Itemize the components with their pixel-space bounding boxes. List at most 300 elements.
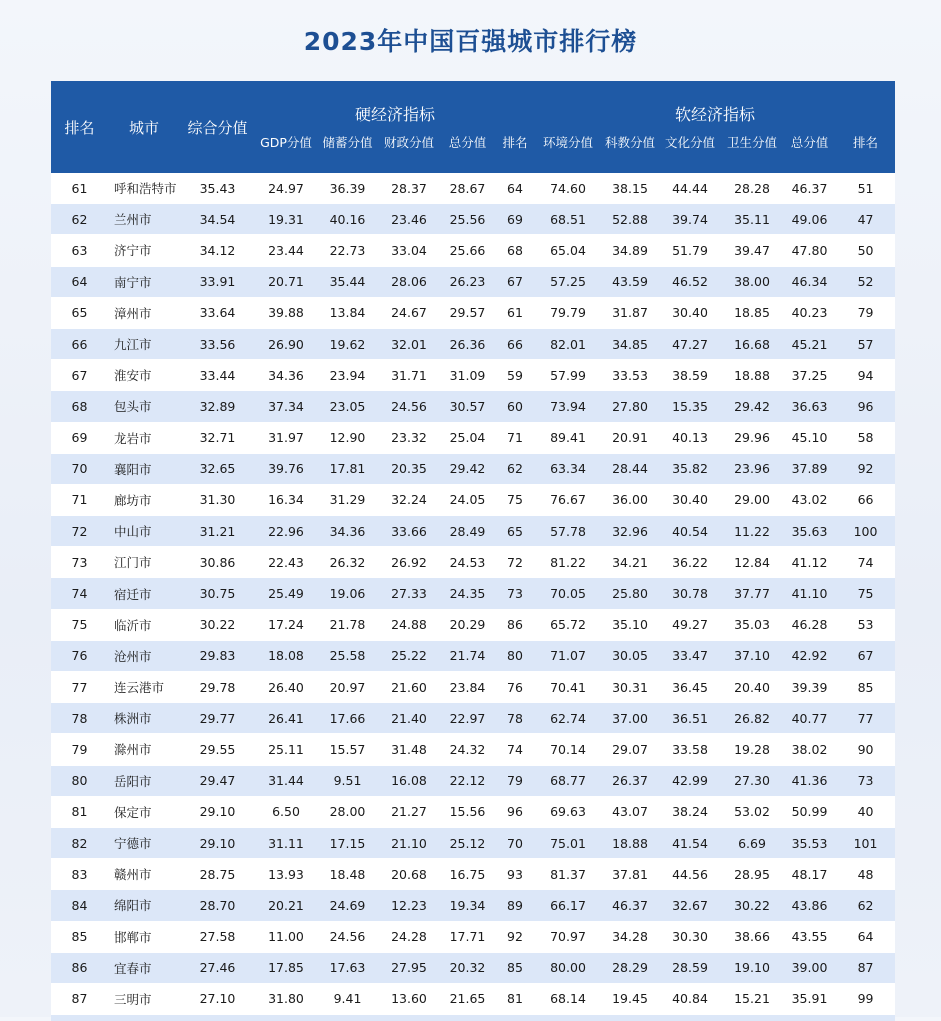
header-hard-group: 硬经济指标 [255,81,535,129]
cell-health: 28.28 [721,173,783,204]
cell-education: 37.00 [601,703,659,734]
cell-soft-rank: 79 [836,297,895,328]
cell-composite: 32.71 [180,422,255,453]
cell-fiscal: 28.06 [378,266,440,297]
cell-environment: 81.22 [535,547,601,578]
table-row [51,391,895,422]
cell-soft-rank: 47 [836,204,895,235]
cell-health: 29.96 [721,422,783,453]
cell-culture: 38.24 [659,796,721,827]
cell-soft-total: 45.21 [783,328,836,359]
cell-rank: 73 [51,547,108,578]
cell-savings: 22.73 [317,235,378,266]
cell-hard-rank: 67 [495,266,535,297]
cell-culture: 49.27 [659,609,721,640]
cell-fiscal: 25.22 [378,640,440,671]
cell-hard-rank: 86 [495,609,535,640]
cell-savings: 13.84 [317,297,378,328]
cell-rank: 64 [51,266,108,297]
cell-composite: 27.46 [180,952,255,983]
cell-hard-rank: 81 [495,983,535,1014]
cell-soft-total: 37.89 [783,453,836,484]
cell-hard-total: 31.09 [440,360,495,391]
cell-hard-rank: 66 [495,328,535,359]
table-row [51,796,895,827]
cell-hard-total: 28.49 [440,516,495,547]
cell-soft-total: 35.63 [783,516,836,547]
cell-health: 20.40 [721,672,783,703]
cell-fiscal: 21.27 [378,796,440,827]
cell-city: 龙岩市 [108,422,180,453]
cell-rank: 82 [51,827,108,858]
cell-soft-total: 41.36 [783,765,836,796]
cell-fiscal: 12.23 [378,890,440,921]
cell-environment: 62.74 [535,703,601,734]
cell-hard-rank: 79 [495,765,535,796]
cell-hard-rank: 75 [495,484,535,515]
cell-soft-total: 45.10 [783,422,836,453]
cell-rank: 62 [51,204,108,235]
cell-gdp: 19.31 [255,204,317,235]
cell-environment: 63.34 [535,453,601,484]
cell-environment: 70.14 [535,734,601,765]
header-soft-rank: 排名 [836,129,895,173]
table-row [51,921,895,952]
table-row [51,516,895,547]
cell-fiscal: 21.40 [378,703,440,734]
cell-composite: 29.10 [180,827,255,858]
table-row [51,703,895,734]
cell-culture: 36.45 [659,672,721,703]
cell-hard-total: 25.04 [440,422,495,453]
cell-gdp: 20.71 [255,266,317,297]
cell-hard-total: 24.35 [440,578,495,609]
cell-hard-total: 15.56 [440,796,495,827]
cell-rank: 65 [51,297,108,328]
cell-gdp: 25.49 [255,578,317,609]
cell-rank: 69 [51,422,108,453]
table-row [51,266,895,297]
cell-composite: 28.75 [180,859,255,890]
table-row [51,859,895,890]
cell-savings: 9.51 [317,765,378,796]
cell-environment: 71.07 [535,640,601,671]
page-title: 2023年中国百强城市排行榜 [303,27,638,56]
cell-environment: 65.04 [535,235,601,266]
cell-rank: 80 [51,765,108,796]
cell-education: 30.05 [601,640,659,671]
cell-hard-total: 22.97 [440,703,495,734]
cell-rank: 74 [51,578,108,609]
cell-composite: 32.89 [180,391,255,422]
cell-composite: 34.12 [180,235,255,266]
cell-rank: 66 [51,328,108,359]
cell-education: 19.45 [601,983,659,1014]
cell-gdp: 31.44 [255,765,317,796]
cell-city: 包头市 [108,391,180,422]
cell-hard-rank: 74 [495,734,535,765]
cell-fiscal: 13.60 [378,983,440,1014]
cell-soft-rank: 50 [836,235,895,266]
cell-city: 江门市 [108,547,180,578]
cell-education: 43.07 [601,796,659,827]
header-environment: 环境分值 [535,129,601,173]
cell-composite: 29.47 [180,765,255,796]
cell-city: 宜春市 [108,952,180,983]
cell-composite: 32.65 [180,453,255,484]
cell-environment: 70.05 [535,578,601,609]
cell-culture: 39.74 [659,204,721,235]
cell-environment: 79.79 [535,297,601,328]
cell-education: 20.91 [601,422,659,453]
cell-soft-total: 41.12 [783,547,836,578]
cell-gdp: 39.88 [255,297,317,328]
cell-hard-total: 20.32 [440,952,495,983]
cell-soft-rank: 52 [836,266,895,297]
cell-fiscal: 32.24 [378,484,440,515]
cell-fiscal: 23.32 [378,422,440,453]
table-row [51,983,895,1014]
cell-environment: 68.77 [535,765,601,796]
cell-savings: 17.66 [317,703,378,734]
cell-hard-total: 29.42 [440,453,495,484]
cell-soft-total: 47.80 [783,235,836,266]
cell-soft-total: 36.63 [783,391,836,422]
table-header [51,81,895,173]
cell-education: 25.80 [601,578,659,609]
cell-soft-rank: 57 [836,328,895,359]
cell-health: 30.22 [721,890,783,921]
cell-hard-total: 26.23 [440,266,495,297]
cell-savings: 40.16 [317,204,378,235]
cell-hard-total: 25.66 [440,235,495,266]
cell-hard-total: 24.53 [440,547,495,578]
cell-health: 11.22 [721,516,783,547]
cell-soft-total: 42.92 [783,640,836,671]
cell-city: 绵阳市 [108,890,180,921]
cell-health: 15.21 [721,983,783,1014]
cell-culture: 42.99 [659,765,721,796]
table-row [51,328,895,359]
cell-gdp: 17.85 [255,952,317,983]
cell-composite: 33.56 [180,328,255,359]
table-row [51,360,895,391]
cell-composite: 29.83 [180,640,255,671]
cell-education: 27.80 [601,391,659,422]
cell-soft-total: 43.55 [783,921,836,952]
cell-savings: 23.94 [317,360,378,391]
cell-hard-total: 17.71 [440,921,495,952]
header-rank: 排名 [51,81,108,173]
cell-environment: 65.72 [535,609,601,640]
cell-culture: 36.22 [659,547,721,578]
cell-hard-rank: 85 [495,952,535,983]
cell-soft-rank: 48 [836,859,895,890]
cell-environment: 75.01 [535,827,601,858]
cell-composite: 31.21 [180,516,255,547]
cell-hard-total: 21.74 [440,640,495,671]
cell-rank: 70 [51,453,108,484]
cell-fiscal: 21.10 [378,827,440,858]
cell-hard-total: 28.67 [440,173,495,204]
cell-gdp: 18.08 [255,640,317,671]
cell-rank: 63 [51,235,108,266]
cell-environment: 68.51 [535,204,601,235]
cell-composite: 30.22 [180,609,255,640]
cell-gdp: 37.34 [255,391,317,422]
cell-fiscal: 20.35 [378,453,440,484]
cell-gdp: 31.97 [255,422,317,453]
cell-environment: 57.99 [535,360,601,391]
cell-health: 16.68 [721,328,783,359]
cell-education: 34.28 [601,921,659,952]
cell-health: 38.00 [721,266,783,297]
cell-hard-rank: 71 [495,422,535,453]
cell-environment: 57.25 [535,266,601,297]
cell-gdp: 17.24 [255,609,317,640]
cell-culture: 51.79 [659,235,721,266]
cell-fiscal: 24.67 [378,297,440,328]
cell-savings: 26.32 [317,547,378,578]
cell-education: 37.81 [601,859,659,890]
cell-hard-rank: 60 [495,391,535,422]
cell-fiscal: 26.92 [378,547,440,578]
cell-environment: 80.00 [535,952,601,983]
table-row [51,890,895,921]
header-hard-rank: 排名 [495,129,535,173]
cell-savings: 19.62 [317,328,378,359]
cell-culture: 30.40 [659,484,721,515]
cell-soft-rank: 75 [836,578,895,609]
cell-city: 岳阳市 [108,765,180,796]
cell-savings: 25.58 [317,640,378,671]
cell-soft-rank: 62 [836,890,895,921]
cell-savings: 23.05 [317,391,378,422]
cell-soft-rank: 51 [836,173,895,204]
cell-fiscal: 33.04 [378,235,440,266]
cell-hard-rank: 76 [495,672,535,703]
cell-environment: 74.60 [535,173,601,204]
cell-soft-total: 46.34 [783,266,836,297]
cell-culture: 30.78 [659,578,721,609]
cell-soft-rank: 85 [836,672,895,703]
cell-soft-rank: 96 [836,391,895,422]
cell-gdp: 39.76 [255,453,317,484]
cell-soft-total: 43.02 [783,484,836,515]
cell-education: 29.07 [601,734,659,765]
cell-city: 襄阳市 [108,453,180,484]
cell-environment: 73.94 [535,391,601,422]
cell-fiscal: 24.56 [378,391,440,422]
cell-culture: 38.59 [659,360,721,391]
cell-soft-rank: 94 [836,360,895,391]
cell-education: 34.85 [601,328,659,359]
cell-hard-rank: 64 [495,173,535,204]
cell-hard-total: 29.57 [440,297,495,328]
cell-education: 52.88 [601,204,659,235]
cell-environment: 66.17 [535,890,601,921]
cell-city: 中山市 [108,516,180,547]
cell-rank: 77 [51,672,108,703]
cell-soft-total: 41.10 [783,578,836,609]
cell-environment: 68.14 [535,983,601,1014]
cell-health: 6.69 [721,827,783,858]
cell-education: 18.88 [601,827,659,858]
cell-soft-rank: 73 [836,765,895,796]
cell-soft-total: 46.37 [783,173,836,204]
cell-culture: 46.52 [659,266,721,297]
cell-health: 29.00 [721,484,783,515]
header-soft-group: 软经济指标 [535,81,895,129]
cell-soft-rank: 77 [836,703,895,734]
table-row [51,204,895,235]
cell-hard-rank: 92 [495,921,535,952]
cell-health: 12.84 [721,547,783,578]
cell-environment: 70.97 [535,921,601,952]
cell-culture: 33.47 [659,640,721,671]
cell-health: 39.47 [721,235,783,266]
cell-composite: 29.78 [180,672,255,703]
cell-rank: 83 [51,859,108,890]
cell-health: 19.28 [721,734,783,765]
cell-city: 滁州市 [108,734,180,765]
header-gdp: GDP分值 [255,129,317,173]
cell-culture: 36.51 [659,703,721,734]
table-row [51,422,895,453]
header-composite: 综合分值 [180,81,255,173]
cell-savings: 21.78 [317,609,378,640]
cell-culture: 44.44 [659,173,721,204]
cell-hard-rank: 93 [495,859,535,890]
cell-hard-rank: 69 [495,204,535,235]
cell-environment: 70.41 [535,672,601,703]
cell-composite: 28.70 [180,890,255,921]
cell-fiscal: 33.66 [378,516,440,547]
cell-city: 沧州市 [108,640,180,671]
cell-composite: 30.75 [180,578,255,609]
cell-health: 38.66 [721,921,783,952]
cell-environment: 69.63 [535,796,601,827]
cell-soft-total: 48.17 [783,859,836,890]
table-row [51,297,895,328]
cell-education: 36.00 [601,484,659,515]
header-culture: 文化分值 [659,129,721,173]
cell-composite: 29.55 [180,734,255,765]
cell-health: 28.95 [721,859,783,890]
cell-composite: 30.86 [180,547,255,578]
cell-fiscal: 21.60 [378,672,440,703]
cell-soft-total: 37.25 [783,360,836,391]
cell-gdp: 20.21 [255,890,317,921]
cell-rank: 81 [51,796,108,827]
cell-rank: 84 [51,890,108,921]
cell-fiscal: 28.37 [378,173,440,204]
cell-soft-rank: 40 [836,796,895,827]
cell-soft-rank: 87 [836,952,895,983]
cell-fiscal: 20.68 [378,859,440,890]
cell-gdp: 11.00 [255,921,317,952]
cell-city: 宿迁市 [108,578,180,609]
cell-savings: 17.63 [317,952,378,983]
cell-savings: 20.97 [317,672,378,703]
cell-savings: 12.90 [317,422,378,453]
cell-health: 37.10 [721,640,783,671]
cell-city: 株洲市 [108,703,180,734]
cell-soft-total: 39.39 [783,672,836,703]
cell-gdp: 24.97 [255,173,317,204]
cell-hard-rank: 89 [495,890,535,921]
cell-fiscal: 23.46 [378,204,440,235]
cell-city: 宁德市 [108,827,180,858]
cell-health: 19.10 [721,952,783,983]
cell-city: 呼和浩特市 [108,173,180,204]
cell-city: 临沂市 [108,609,180,640]
cell-savings: 18.48 [317,859,378,890]
cell-education: 28.29 [601,952,659,983]
header-health: 卫生分值 [721,129,783,173]
cell-soft-total: 46.28 [783,609,836,640]
cell-hard-total: 24.32 [440,734,495,765]
cell-education: 34.21 [601,547,659,578]
cell-gdp: 23.44 [255,235,317,266]
cell-city: 淮安市 [108,360,180,391]
cell-health: 37.77 [721,578,783,609]
cell-gdp: 26.40 [255,672,317,703]
cell-environment: 82.01 [535,328,601,359]
table-row [51,640,895,671]
cell-hard-total: 21.65 [440,983,495,1014]
cell-fiscal: 31.48 [378,734,440,765]
table-row [51,609,895,640]
cell-soft-rank: 101 [836,827,895,858]
table-row [51,578,895,609]
cell-savings: 19.06 [317,578,378,609]
cell-hard-rank: 68 [495,235,535,266]
cell-soft-total: 40.23 [783,297,836,328]
cell-hard-rank: 59 [495,360,535,391]
partial-row-cell [51,1015,895,1021]
cell-city: 三明市 [108,983,180,1014]
cell-culture: 41.54 [659,827,721,858]
cell-savings: 36.39 [317,173,378,204]
cell-culture: 30.30 [659,921,721,952]
cell-soft-total: 49.06 [783,204,836,235]
cell-fiscal: 32.01 [378,328,440,359]
cell-education: 30.31 [601,672,659,703]
cell-city: 连云港市 [108,672,180,703]
cell-hard-total: 24.05 [440,484,495,515]
table-row [51,484,895,515]
cell-culture: 35.82 [659,453,721,484]
cell-city: 济宁市 [108,235,180,266]
cell-soft-rank: 74 [836,547,895,578]
cell-culture: 40.84 [659,983,721,1014]
cell-education: 26.37 [601,765,659,796]
cell-rank: 61 [51,173,108,204]
cell-city: 邯郸市 [108,921,180,952]
cell-hard-total: 20.29 [440,609,495,640]
cell-rank: 71 [51,484,108,515]
cell-culture: 33.58 [659,734,721,765]
cell-culture: 47.27 [659,328,721,359]
cell-education: 28.44 [601,453,659,484]
cell-fiscal: 24.88 [378,609,440,640]
table-row [51,765,895,796]
cell-fiscal: 27.33 [378,578,440,609]
cell-education: 43.59 [601,266,659,297]
cell-rank: 86 [51,952,108,983]
header-city: 城市 [108,81,180,173]
